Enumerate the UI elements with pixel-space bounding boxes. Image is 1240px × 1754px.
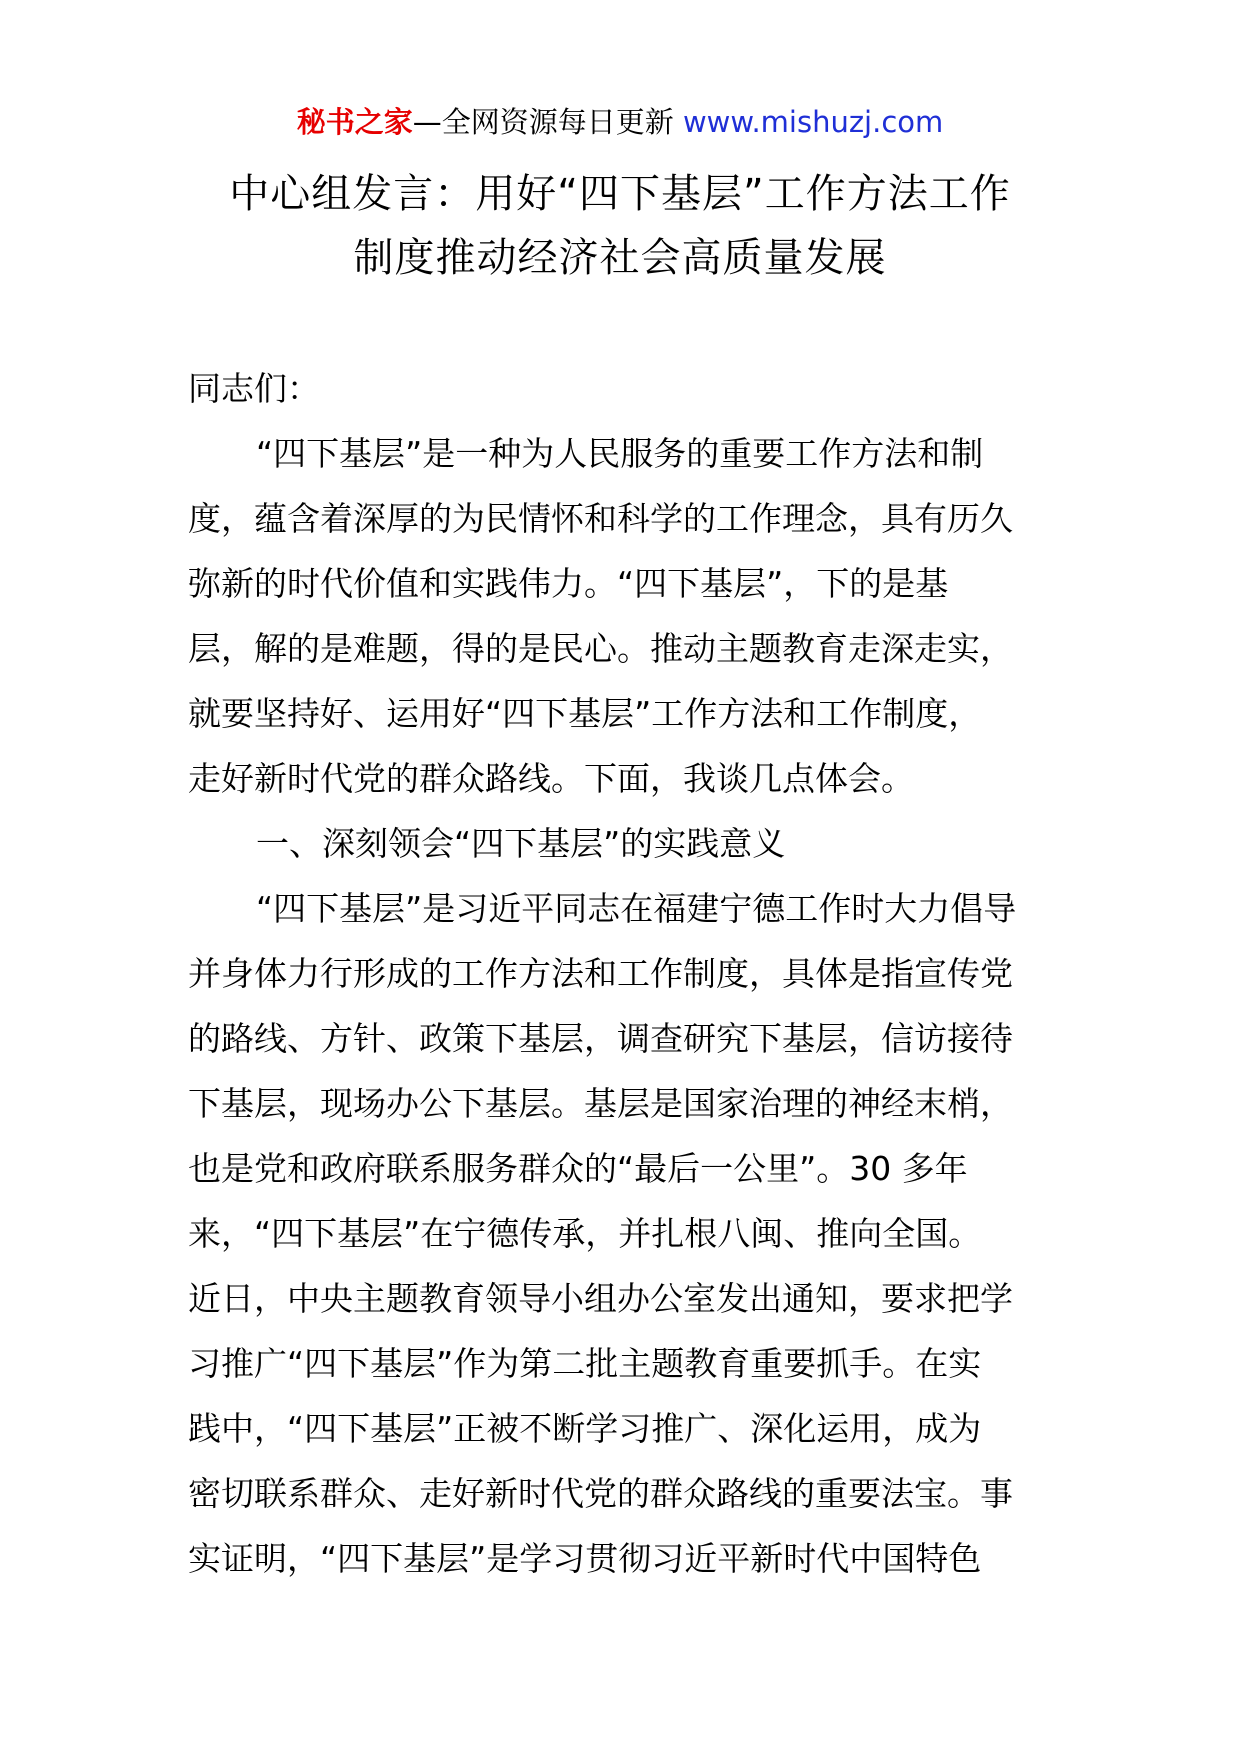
paragraph-2-line: 密切联系群众、走好新时代党的群众路线的重要法宝。事 [188,1474,1013,1513]
paragraph-2-line: 的路线、方针、政策下基层，调查研究下基层，信访接待 [188,1019,1013,1058]
paragraph-1-line: 度，蕴含着深厚的为民情怀和科学的工作理念，具有历久 [188,499,1013,538]
paragraph-2-line: 下基层，现场办公下基层。基层是国家治理的神经末梢， [188,1084,1013,1123]
paragraph-1-line: 就要坚持好、运用好“四下基层”工作方法和工作制度， [188,694,982,733]
site-url-link[interactable]: www.mishuzj.com [682,105,944,139]
site-tagline: —全网资源每日更新 [412,105,683,139]
paragraph-1-line: 弥新的时代价值和实践伟力。“四下基层”，下的是基 [188,564,949,603]
paragraph-2-line: “四下基层”是习近平同志在福建宁德工作时大力倡导 [256,889,1017,928]
paragraph-2-line: 践中，“四下基层”正被不断学习推广、深化运用，成为 [188,1409,982,1448]
document-body [188,356,1068,1591]
paragraph-1-line: 走好新时代党的群众路线。下面，我谈几点体会。 [188,759,914,798]
paragraph-1-line: 层，解的是难题，得的是民心。推动主题教育走深走实， [188,629,1013,668]
section-heading-1: 一、深刻领会“四下基层”的实践意义 [256,824,786,863]
salutation: 同志们： [188,369,320,408]
site-header [0,102,1240,142]
document-title [100,162,1140,290]
title-line-1: 中心组发言：用好“四下基层”工作方法工作 [229,171,1011,217]
paragraph-2-line: 实证明，“四下基层”是学习贯彻习近平新时代中国特色 [188,1539,982,1578]
paragraph-2-line: 并身体力行形成的工作方法和工作制度，具体是指宣传党 [188,954,1013,993]
title-line-2: 制度推动经济社会高质量发展 [353,235,887,281]
site-brand: 秘书之家 [296,105,413,139]
paragraph-2-line: 习推广“四下基层”作为第二批主题教育重要抓手。在实 [188,1344,982,1383]
paragraph-2-line: 也是党和政府联系服务群众的“最后一公里”。30 多年 [188,1149,968,1188]
paragraph-1-line: “四下基层”是一种为人民服务的重要工作方法和制 [256,434,984,473]
paragraph-2-line: 来，“四下基层”在宁德传承，并扎根八闽、推向全国。 [188,1214,982,1253]
paragraph-2-line: 近日，中央主题教育领导小组办公室发出通知，要求把学 [188,1279,1013,1318]
